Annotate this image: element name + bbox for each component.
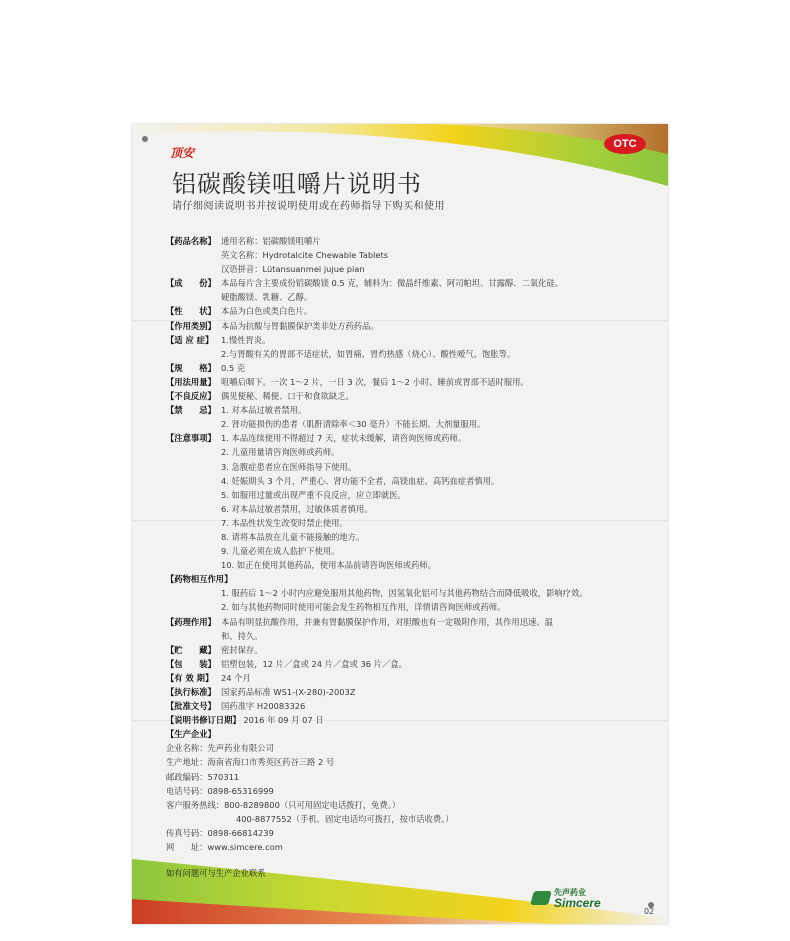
- list-item: 9. 儿童必须在成人监护下使用。: [221, 546, 340, 557]
- company-en: Simcere: [554, 896, 601, 910]
- english-name: 英文名称：Hydrotalcite Chewable Tablets: [221, 250, 389, 261]
- section-label: 【贮 藏】: [166, 644, 216, 655]
- simcere-logo: [532, 888, 601, 908]
- contraindications-section: [166, 403, 658, 417]
- footer-note: 如有问题可与生产企业联系: [166, 868, 266, 879]
- manufacturer-line: 400-8877552（手机、固定电话均可拨打，按市话收费。）: [236, 813, 454, 824]
- section-label: 【作用类别】: [166, 320, 216, 331]
- section-label: 【有 效 期】: [166, 672, 214, 683]
- list-item: 7. 本品性状发生改变时禁止使用。: [221, 517, 348, 528]
- approval-value: 国药准字 H20083326: [221, 701, 306, 712]
- manufacturer-line: 生产地址：海南省海口市秀英区药谷三路 2 号: [166, 757, 335, 768]
- list-item: 3. 急腹症患者应在医师指导下使用。: [221, 461, 357, 472]
- precautions-section: [166, 431, 658, 445]
- manufacturer-line: 传真号码：0898-66814239: [166, 827, 274, 838]
- section-label: 【说明书修订日期】: [166, 715, 241, 726]
- leaflet-content: [166, 234, 658, 880]
- standard-value: 国家药品标准 WS1-(X-280)-2003Z: [221, 687, 356, 697]
- character-value: 本品为白色或类白色片。: [221, 306, 313, 317]
- indication-item: 1.慢性胃炎。: [221, 334, 271, 345]
- usage-section: [166, 375, 658, 389]
- storage-section: [166, 643, 658, 657]
- specification-section: [166, 361, 658, 375]
- section-label: 【药理作用】: [166, 616, 216, 627]
- revision-section: [166, 713, 658, 727]
- simcere-mark-icon: [530, 891, 552, 905]
- approval-section: [166, 699, 658, 713]
- adverse-value: 偶见便秘、稀便、口干和食欲缺乏。: [221, 391, 354, 402]
- section-label: 【注意事项】: [166, 433, 216, 444]
- section-label: 【批准文号】: [166, 701, 216, 712]
- pinyin-name: 汉语拼音：Lütansuanmei jujue pian: [221, 264, 365, 275]
- page-number: 02: [644, 907, 655, 916]
- section-label: 【性 状】: [166, 306, 216, 317]
- validity-section: [166, 671, 658, 685]
- pharmacology-line: 和、持久。: [221, 630, 263, 641]
- otc-badge: OTC: [604, 134, 646, 154]
- list-item: 1. 服药后 1～2 小时内应避免服用其他药物，因氢氧化铝可与其他药物结合而降低吸收，影响疗效。: [221, 588, 588, 599]
- manufacturer-line: 网 址：www.simcere.com: [166, 842, 283, 853]
- list-item: 1. 本品连续使用不得超过 7 天，症状未缓解，请咨询医师或药师。: [221, 433, 467, 444]
- brand-logo: 顶安: [170, 146, 195, 160]
- pharmacology-line: 本品有明显抗酸作用，并兼有胃黏膜保护作用，对胆酸也有一定吸附作用，其作用迅速、温: [221, 616, 553, 627]
- indications-section: [166, 333, 658, 347]
- list-item: 8. 请将本品放在儿童不能接触的地方。: [221, 531, 365, 542]
- manufacturer-line: 客户服务热线：800-8289800（只可用固定电话拨打，免费。）: [166, 799, 401, 810]
- usage-value: 咀嚼后咽下。一次 1～2 片，一日 3 次，餐后 1～2 小时、睡前或胃部不适时服用。: [221, 376, 529, 387]
- simcere-wordmark: [554, 888, 601, 908]
- leaflet-page: [132, 124, 668, 924]
- category-value: 本品为抗酸与胃黏膜保护类非处方药药品。: [221, 320, 379, 331]
- validity-value: 24 个月: [221, 672, 251, 683]
- staple-icon: [142, 136, 148, 142]
- character-section: [166, 304, 658, 318]
- section-label: 【用法用量】: [166, 376, 216, 387]
- list-item: 2. 肾功能损伤的患者（肌酐清除率＜30 毫升）不能长期、大剂量服用。: [221, 419, 486, 430]
- pharmacology-section: [166, 615, 658, 629]
- page-title: 铝碳酸镁咀嚼片说明书: [172, 170, 422, 198]
- list-item: 6. 对本品过敏者禁用，过敏体质者慎用。: [221, 503, 373, 514]
- manufacturer-line: 邮政编码：570311: [166, 771, 240, 782]
- package-value: 铝塑包装，12 片／盒或 24 片／盒或 36 片／盒。: [221, 658, 407, 669]
- page-subtitle: 请仔细阅读说明书并按说明使用或在药师指导下购买和使用: [172, 201, 445, 212]
- section-label: 【药品名称】: [166, 236, 216, 246]
- section-label: 【不良反应】: [166, 391, 216, 402]
- list-item: 10. 如正在使用其他药品，使用本品前请咨询医师或药师。: [221, 560, 436, 571]
- manufacturer-label: 【生产企业】: [166, 729, 216, 740]
- interactions-label: 【药物相互作用】: [166, 574, 233, 585]
- composition-section: [166, 276, 658, 290]
- manufacturer-line: 企业名称：先声药业有限公司: [166, 743, 274, 754]
- list-item: 4. 妊娠期头 3 个月，严重心、肾功能不全者，高镁血症、高钙血症者慎用。: [221, 475, 500, 486]
- company-cn: 先声药业: [554, 888, 586, 897]
- drug-name-section: [166, 234, 658, 248]
- section-label: 【成 份】: [166, 278, 216, 289]
- indication-item: 2.与胃酸有关的胃部不适症状，如胃痛、胃灼热感（烧心）、酸性嗳气、饱胀等。: [221, 348, 516, 359]
- common-name: 通用名称：铝碳酸镁咀嚼片: [221, 236, 321, 246]
- section-label: 【规 格】: [166, 362, 216, 373]
- list-item: 2. 儿童用量请咨询医师或药师。: [221, 447, 340, 458]
- section-label: 【执行标准】: [166, 687, 216, 697]
- adverse-section: [166, 389, 658, 403]
- category-section: [166, 319, 658, 333]
- section-label: 【包 装】: [166, 658, 216, 669]
- list-item: 2. 如与其他药物同时使用可能会发生药物相互作用，详情请咨询医师或药师。: [221, 602, 506, 613]
- composition-line: 本品每片含主要成份铝碳酸镁 0.5 克，辅料为：微晶纤维素、阿司帕坦、甘露醇、二氧化硅、: [221, 278, 564, 289]
- package-section: [166, 657, 658, 671]
- specification-value: 0.5 克: [221, 362, 246, 373]
- standard-section: [166, 685, 658, 699]
- manufacturer-line: 电话号码：0898-65316999: [166, 785, 274, 796]
- list-item: 5. 如服用过量或出现严重不良反应，应立即就医。: [221, 489, 406, 500]
- composition-line: 硬脂酸镁、乳糖、乙醇。: [221, 292, 313, 303]
- list-item: 1. 对本品过敏者禁用。: [221, 405, 307, 416]
- section-label: 【禁 忌】: [166, 405, 216, 416]
- revision-value: 2016 年 09 月 07 日: [243, 715, 324, 726]
- section-label: 【适 应 症】: [166, 334, 214, 345]
- storage-value: 密封保存。: [221, 644, 263, 655]
